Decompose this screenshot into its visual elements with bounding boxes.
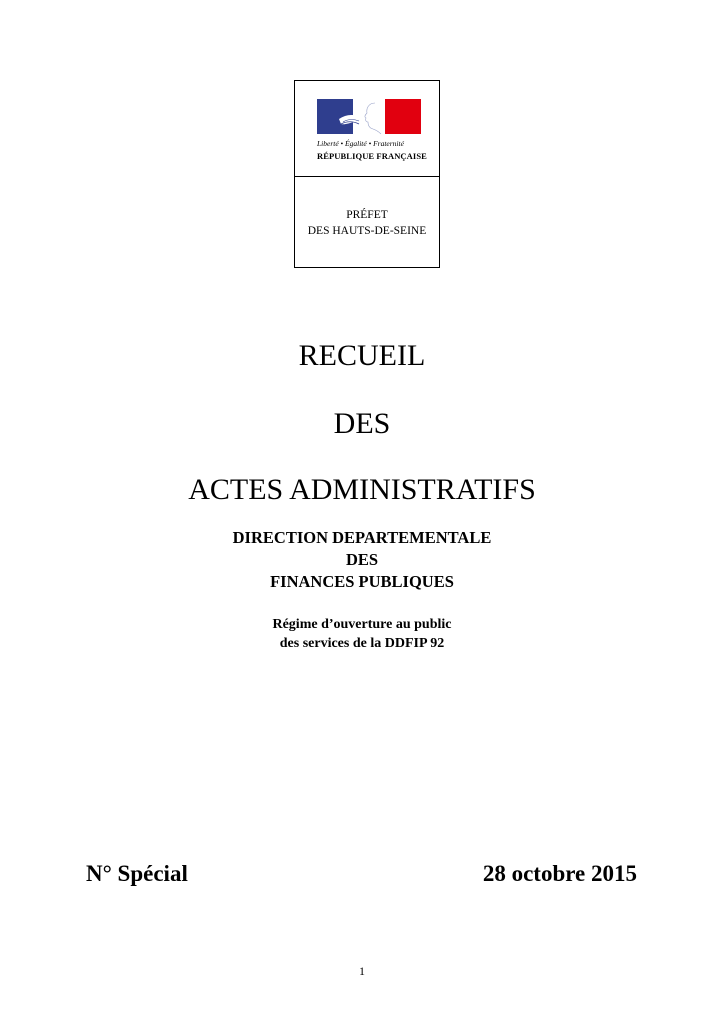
prefecture-logo: [294, 80, 440, 268]
direction-line-2: DES: [345, 550, 379, 569]
republic-motto: Liberté • Égalité • Fraternité: [317, 139, 404, 148]
direction-line-1: DIRECTION DEPARTEMENTALE: [232, 528, 492, 547]
subject-line-2: des services de la DDFIP 92: [279, 636, 445, 651]
title-line-3: ACTES ADMINISTRATIFS: [188, 473, 536, 506]
subject-block: [0, 615, 724, 653]
page-number: 1: [359, 964, 365, 978]
prefect-line-1: PRÉFET: [346, 209, 388, 221]
issue-date: 28 octobre 2015: [482, 861, 637, 886]
prefect-line-2: DES HAUTS-DE-SEINE: [307, 225, 427, 237]
issue-number: N° Spécial: [86, 861, 188, 886]
direction-line-3: FINANCES PUBLIQUES: [270, 572, 454, 591]
title-line-1: RECUEIL: [298, 339, 426, 372]
title-line-2: DES: [333, 407, 391, 440]
marianne-flag-icon: [317, 99, 421, 134]
direction-block: [0, 527, 724, 593]
prefect-label: [295, 207, 439, 239]
subject-line-1: Régime d’ouverture au public: [272, 617, 452, 632]
republic-name: RÉPUBLIQUE FRANÇAISE: [317, 151, 427, 161]
marianne-block: [295, 81, 439, 177]
